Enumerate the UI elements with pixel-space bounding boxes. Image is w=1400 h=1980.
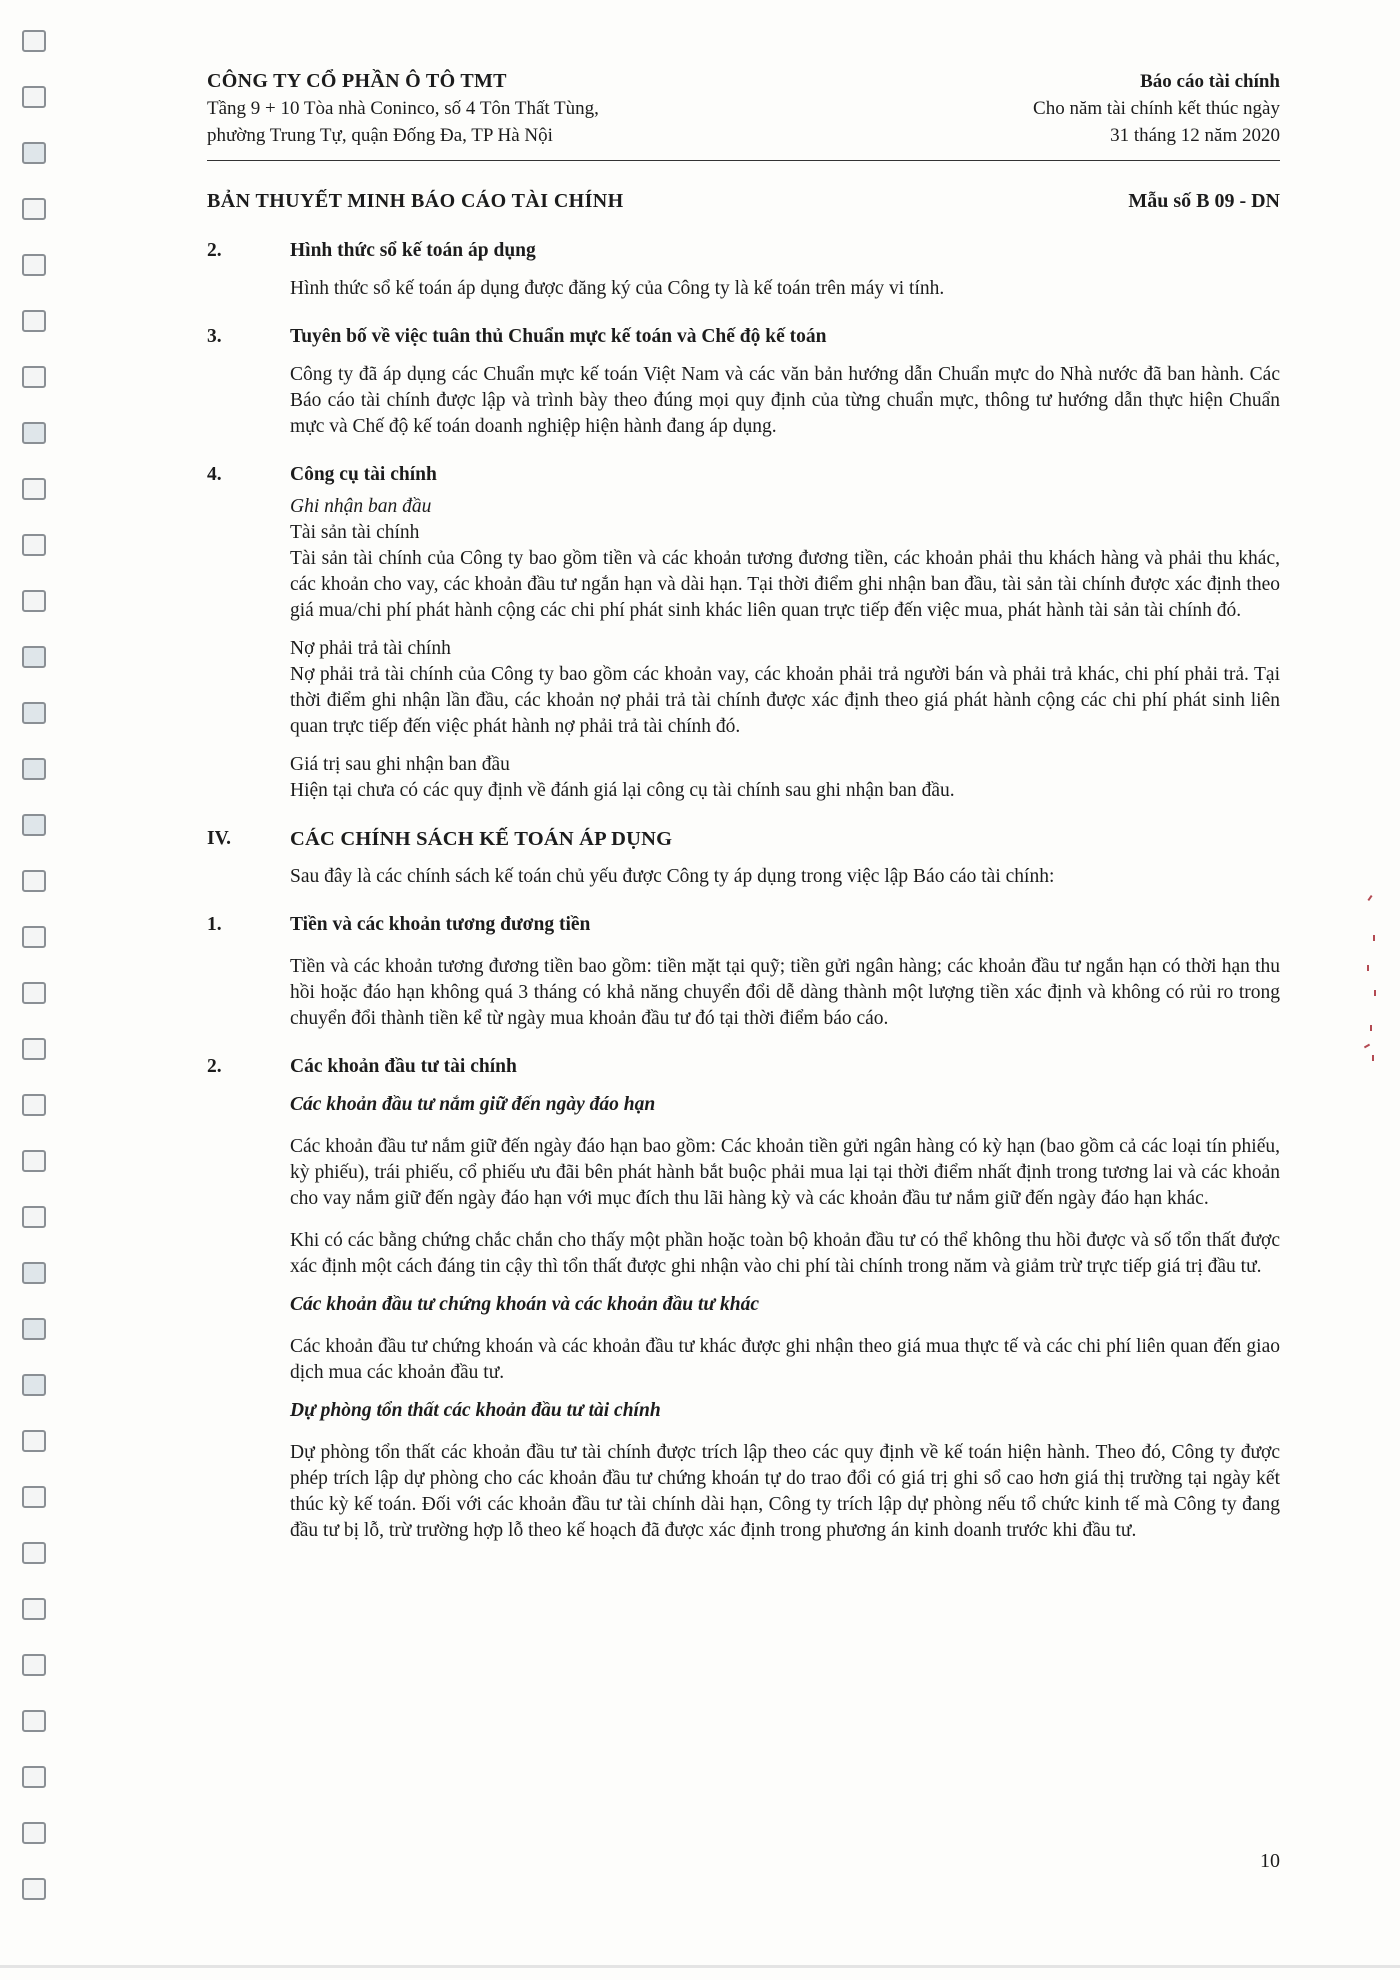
binder-hole <box>22 198 46 220</box>
paragraph: Công ty đã áp dụng các Chuẩn mực kế toán Việt Nam và các văn bản hướng dẫn Chuẩn mực do Nhà nước đã ban hành. Các Báo cáo tài chính được lập và trình bày theo đúng mọi quy định của từng chuẩn mực, thông tư hướng dẫn thực hiện Chuẩn mực và Chế độ kế toán doanh nghiệp hiện hành đang áp dụng. <box>290 364 1280 437</box>
binder-hole <box>22 926 46 948</box>
section-number: 2. <box>207 240 222 261</box>
section-3 <box>207 324 1280 440</box>
section-4 <box>207 462 1280 804</box>
company-address-line1: Tầng 9 + 10 Tòa nhà Coninco, số 4 Tôn Thất Tùng, <box>207 98 599 119</box>
binder-hole <box>22 1038 46 1060</box>
report-block <box>1033 68 1280 149</box>
document-body <box>207 238 1280 1544</box>
binder-hole <box>22 814 46 836</box>
section-iv <box>207 826 1280 890</box>
section-heading: Tiền và các khoản tương đương tiền <box>290 914 591 935</box>
binder-hole <box>22 870 46 892</box>
section-number: 3. <box>207 326 222 347</box>
company-block <box>207 68 599 149</box>
binder-hole <box>22 1262 46 1284</box>
section-heading: Hình thức sổ kế toán áp dụng <box>290 240 536 261</box>
binder-hole <box>22 1318 46 1340</box>
binder-hole <box>22 254 46 276</box>
binder-hole <box>22 590 46 612</box>
section-number: 2. <box>207 1056 222 1077</box>
document-titlebar <box>207 190 1280 220</box>
binder-hole <box>22 1822 46 1844</box>
binder-hole <box>22 86 46 108</box>
page-header <box>207 68 1280 161</box>
binder-hole <box>22 1766 46 1788</box>
paragraph: Khi có các bằng chứng chắc chắn cho thấy một phần hoặc toàn bộ khoản đầu tư có thể không thu hồi được và số tổn thất được xác định một cách đáng tin cậy thì tổn thất được ghi nhận vào chi phí tài chính trong năm và giảm trừ trực tiếp giá trị đầu tư. <box>290 1230 1280 1277</box>
company-address-line2: phường Trung Tự, quận Đống Đa, TP Hà Nội <box>207 125 553 146</box>
subheading-held-to-maturity: Các khoản đầu tư nắm giữ đến ngày đáo hạn <box>290 1094 656 1115</box>
binder-hole <box>22 142 46 164</box>
subheading-initial-recognition: Ghi nhận ban đầu <box>290 496 432 517</box>
binder-hole <box>22 1430 46 1452</box>
paragraph: Hiện tại chưa có các quy định về đánh giá lại công cụ tài chính sau ghi nhận ban đầu. <box>290 780 955 801</box>
page-number: 10 <box>1260 1850 1280 1872</box>
paragraph: Các khoản đầu tư chứng khoán và các khoản đầu tư khác được ghi nhận theo giá mua thực tế và các chi phí liên quan đến giao dịch mua các khoản đầu tư. <box>290 1336 1280 1383</box>
subheading-securities-investments: Các khoản đầu tư chứng khoán và các khoản đầu tư khác <box>290 1294 759 1315</box>
binder-hole <box>22 366 46 388</box>
binder-hole <box>22 1206 46 1228</box>
paragraph: Tài sản tài chính của Công ty bao gồm tiền và các khoản tương đương tiền, các khoản phải thu khách hàng và phải thu khác, các khoản cho vay, các khoản đầu tư ngắn hạn và dài hạn. Tại thời điểm ghi nhận ban đầu, tài sản tài chính được xác định theo giá mua/chi phí phát hành cộng các chi phí phát sinh khác liên quan trực tiếp đến việc mua, phát hành tài sản tài chính đó. <box>290 548 1280 621</box>
binder-hole <box>22 1878 46 1900</box>
binder-hole <box>22 478 46 500</box>
binder-hole <box>22 1710 46 1732</box>
report-title: Báo cáo tài chính <box>1140 71 1280 92</box>
report-period-line2: 31 tháng 12 năm 2020 <box>1110 125 1280 146</box>
report-period-line1: Cho năm tài chính kết thúc ngày <box>1033 98 1280 119</box>
section-2 <box>207 238 1280 302</box>
section-number: 1. <box>207 914 222 935</box>
label-subsequent-value: Giá trị sau ghi nhận ban đầu <box>290 754 510 775</box>
binder-holes <box>22 30 52 1930</box>
paragraph: Các khoản đầu tư nắm giữ đến ngày đáo hạn bao gồm: Các khoản tiền gửi ngân hàng có kỳ hạn (bao gồm cả các loại tín phiếu, kỳ phiếu), trái phiếu, cổ phiếu ưu đãi bên phát hành bắt buộc phải mua lại tại thời điểm nhất định trong tương lai và các khoản cho vay nắm giữ đến ngày đáo hạn với mục đích thu lãi hàng kỳ và các khoản đầu tư nắm giữ đến ngày đáo hạn khác. <box>290 1136 1280 1209</box>
binder-hole <box>22 1094 46 1116</box>
binder-hole <box>22 1542 46 1564</box>
form-code: Mẫu số B 09 - DN <box>1128 190 1280 212</box>
binder-hole <box>22 1150 46 1172</box>
binder-hole <box>22 1486 46 1508</box>
binder-hole <box>22 30 46 52</box>
section-heading: Tuyên bố về việc tuân thủ Chuẩn mực kế toán và Chế độ kế toán <box>290 326 827 347</box>
section-number: IV. <box>207 828 232 849</box>
section-number: 4. <box>207 464 222 485</box>
document-title: BẢN THUYẾT MINH BÁO CÁO TÀI CHÍNH <box>207 190 624 212</box>
section-heading: CÁC CHÍNH SÁCH KẾ TOÁN ÁP DỤNG <box>290 828 673 850</box>
section-heading: Công cụ tài chính <box>290 464 437 485</box>
section-iv-2 <box>207 1054 1280 1544</box>
binder-hole <box>22 982 46 1004</box>
binder-hole <box>22 1598 46 1620</box>
section-heading: Các khoản đầu tư tài chính <box>290 1056 517 1077</box>
paragraph: Dự phòng tổn thất các khoản đầu tư tài chính được trích lập theo các quy định về kế toán hiện hành. Theo đó, Công ty được phép trích lập dự phòng cho các khoản đầu tư chứng khoán tự do trao đổi có giá trị ghi sổ cao hơn giá thị trường tại ngày kết thúc kỳ kế toán. Đối với các khoản đầu tư tài chính dài hạn, Công ty trích lập dự phòng nếu tổ chức kinh tế mà Công ty đang đầu tư bị lỗ, trừ trường hợp lỗ theo kế hoạch đã được xác định trong phương án kinh doanh trước khi đầu tư. <box>290 1442 1280 1541</box>
section-iv-1 <box>207 912 1280 1032</box>
paragraph: Sau đây là các chính sách kế toán chủ yếu được Công ty áp dụng trong việc lập Báo cáo tài chính: <box>290 866 1055 887</box>
binder-hole <box>22 1654 46 1676</box>
binder-hole <box>22 702 46 724</box>
margin-marks <box>1365 895 1379 1065</box>
binder-hole <box>22 646 46 668</box>
label-financial-liabilities: Nợ phải trả tài chính <box>290 638 451 659</box>
company-name: CÔNG TY CỔ PHẦN Ô TÔ TMT <box>207 70 507 92</box>
label-financial-assets: Tài sản tài chính <box>290 522 420 543</box>
binder-hole <box>22 758 46 780</box>
binder-hole <box>22 1374 46 1396</box>
binder-hole <box>22 534 46 556</box>
paragraph: Nợ phải trả tài chính của Công ty bao gồm các khoản vay, các khoản phải trả người bán và phải trả khác, chi phí phải trả. Tại thời điểm ghi nhận lần đầu, các khoản nợ phải trả tài chính được xác định theo giá phát hành cộng các chi phí phát sinh liên quan trực tiếp đến việc phát hành nợ phải trả tài chính đó. <box>290 664 1280 737</box>
paragraph: Tiền và các khoản tương đương tiền bao gồm: tiền mặt tại quỹ; tiền gửi ngân hàng; các khoản đầu tư ngắn hạn có thời hạn thu hồi hoặc đáo hạn không quá 3 tháng có khả năng chuyển đổi dễ dàng thành một lượng tiền xác định và không có rủi ro trong chuyển đổi thành tiền kể từ ngày mua khoản đầu tư đó tại thời điểm báo cáo. <box>290 956 1280 1029</box>
paragraph: Hình thức sổ kế toán áp dụng được đăng ký của Công ty là kế toán trên máy vi tính. <box>290 278 945 299</box>
binder-hole <box>22 310 46 332</box>
page-edge <box>0 1965 1400 1968</box>
binder-hole <box>22 422 46 444</box>
subheading-investment-provision: Dự phòng tổn thất các khoản đầu tư tài chính <box>290 1400 661 1421</box>
